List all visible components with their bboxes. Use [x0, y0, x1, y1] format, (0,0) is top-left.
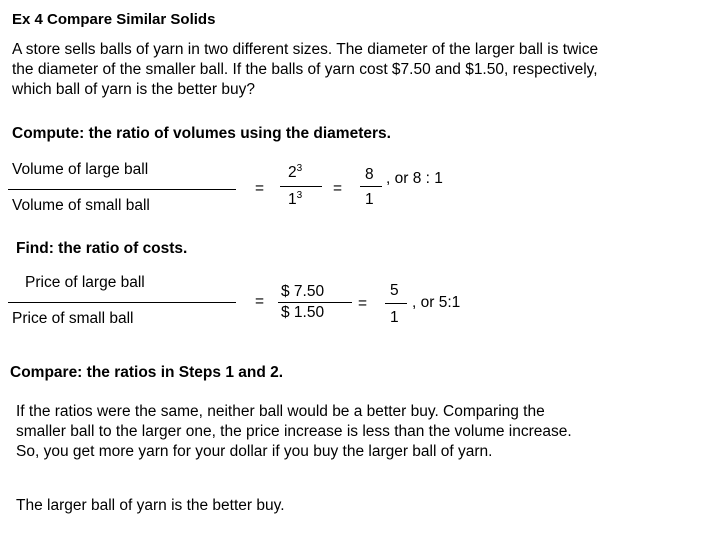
problem-line: A store sells balls of yarn in two different sizes. The diameter of the larger ball is twice: [12, 41, 599, 58]
step2-price-bar: [278, 302, 352, 303]
step1-result-bar: [360, 186, 382, 187]
step2-result-numerator: 5: [390, 282, 399, 299]
step1-fraction-bar: [8, 189, 236, 190]
step2-result-denominator: 1: [390, 309, 399, 326]
step1-denominator-power: $1^3$: [288, 190, 303, 208]
step2-fraction-bar: [8, 302, 236, 303]
step2-equals-2: =: [358, 295, 368, 312]
page-title: Ex 4 Compare Similar Solids: [12, 11, 216, 28]
step1-result-denominator: 1: [365, 191, 374, 208]
explanation-line: So, you get more yarn for your dollar if you buy the larger ball of yarn.: [16, 443, 493, 460]
step1-equals-1: =: [255, 180, 265, 197]
step2-heading: Find: the ratio of costs.: [16, 240, 188, 257]
step2-price-denominator: $ 1.50: [281, 304, 325, 321]
step1-denominator-label: Volume of small ball: [12, 197, 150, 214]
step2-price-numerator: $ 7.50: [281, 283, 325, 300]
conclusion: The larger ball of yarn is the better buy.: [16, 497, 285, 514]
step2-result-bar: [385, 303, 407, 304]
step1-numerator-label: Volume of large ball: [12, 161, 149, 178]
step3-heading: Compare: the ratios in Steps 1 and 2.: [10, 364, 284, 381]
step3-explanation: [16, 402, 572, 462]
step1-equals-2: =: [333, 180, 343, 197]
step1-ratio-text: , or 8 : 1: [386, 170, 443, 187]
step2-equals-1: =: [255, 293, 265, 310]
step1-heading: Compute: the ratio of volumes using the diameters.: [12, 125, 391, 142]
step2-denominator-label: Price of small ball: [12, 310, 134, 327]
step1-result-numerator: 8: [365, 166, 374, 183]
problem-line: which ball of yarn is the better buy?: [12, 81, 255, 98]
problem-line: the diameter of the smaller ball. If the balls of yarn cost $7.50 and $1.50, respectively,: [12, 61, 598, 78]
step2-numerator-label: Price of large ball: [25, 274, 145, 291]
explanation-line: If the ratios were the same, neither ball would be a better buy. Comparing the: [16, 403, 545, 420]
step2-ratio-text: , or 5:1: [412, 294, 461, 311]
explanation-line: smaller ball to the larger one, the price increase is less than the volume increase.: [16, 423, 572, 440]
problem-statement: [12, 40, 598, 100]
step1-numerator-power: $2^3$: [288, 163, 303, 181]
step1-power-bar: [280, 186, 322, 187]
